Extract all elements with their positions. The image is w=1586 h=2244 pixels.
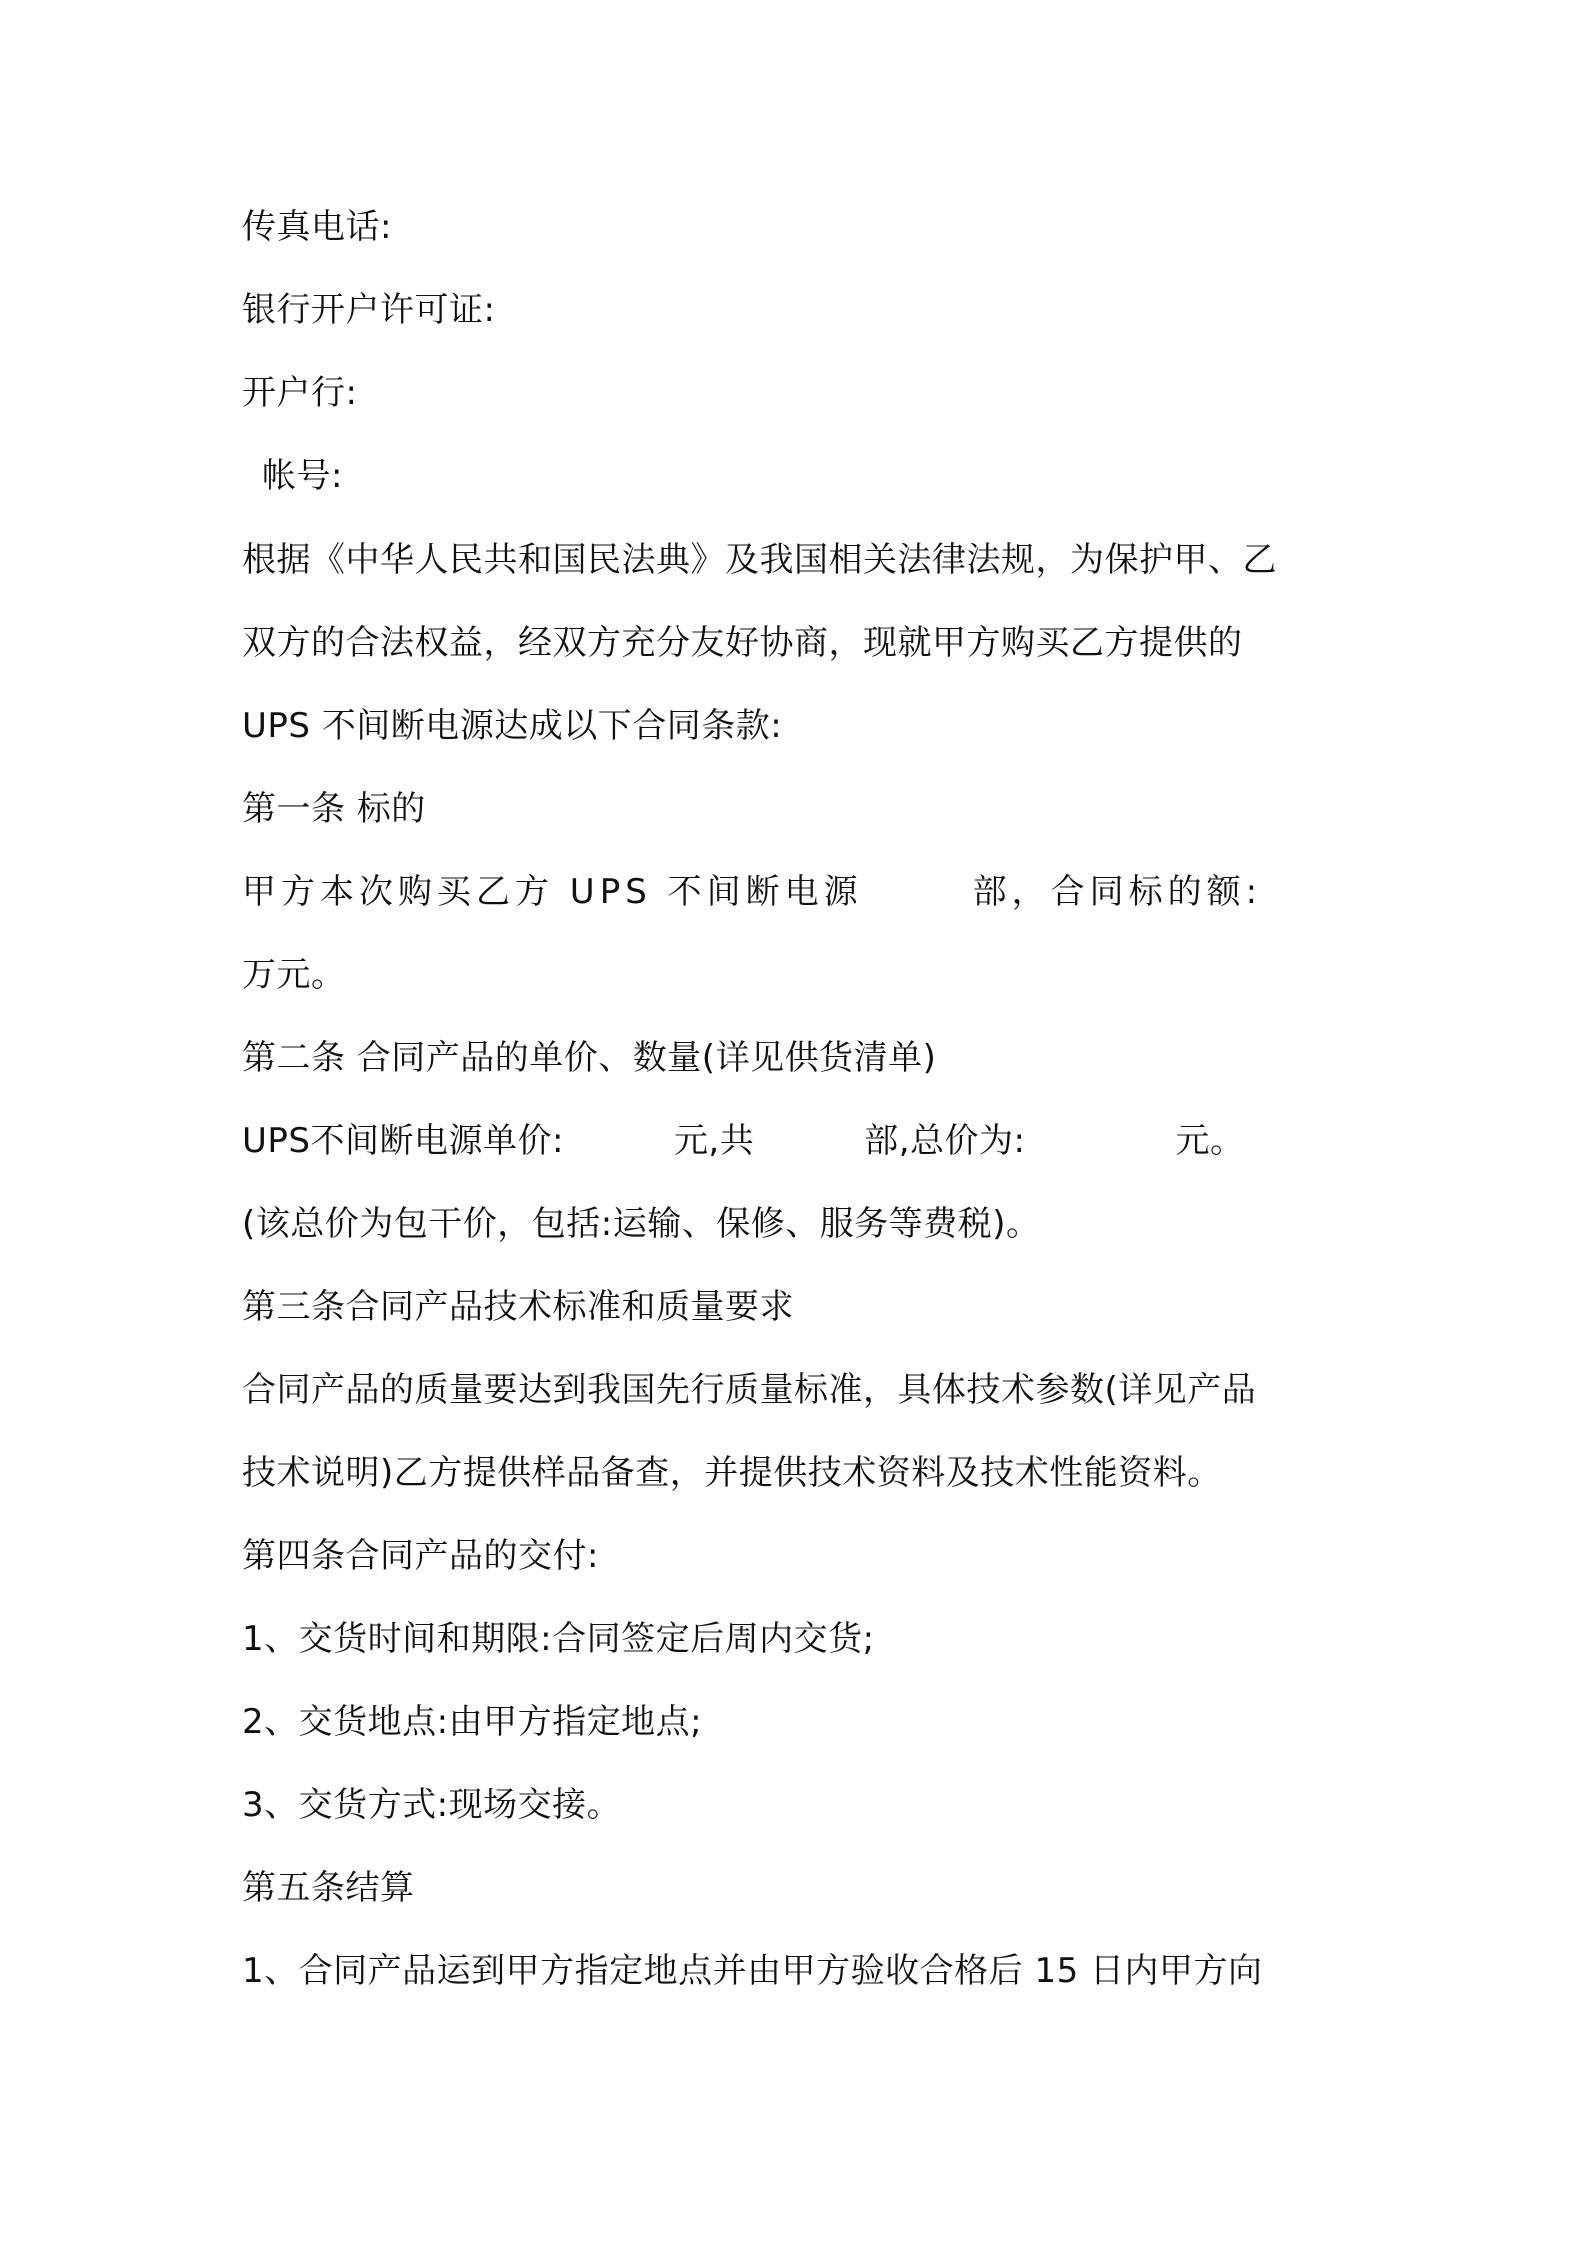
intro-line-2: 双方的合法权益，经双方充分友好协商，现就甲方购买乙方提供的 — [242, 623, 1243, 663]
article-3-line-2: 技术说明)乙方提供样品备查，并提供技术资料及技术性能资料。 — [242, 1453, 1222, 1493]
article-1-text-b: 部，合同标的额: — [972, 872, 1263, 912]
intro-line-3: UPS 不间断电源达成以下合同条款: — [242, 706, 783, 746]
unit-yuan-label: 元,共 — [673, 1121, 755, 1161]
article-5-item-1: 1、合同产品运到甲方指定地点并由甲方验收合格后 15 日内甲方向 — [242, 1951, 1263, 1991]
article-4-item-2: 2、交货地点:由甲方指定地点; — [242, 1702, 703, 1742]
article-1-line-1 — [242, 872, 1262, 912]
article-1-title: 第一条 标的 — [242, 789, 426, 829]
article-3-line-1: 合同产品的质量要达到我国先行质量标准，具体技术参数(详见产品 — [242, 1370, 1257, 1410]
end-yuan-label: 元。 — [1175, 1121, 1245, 1161]
fax-label: 传真电话: — [242, 207, 392, 247]
intro-line-1: 根据《中华人民共和国民法典》及我国相关法律法规，为保护甲、乙 — [242, 540, 1277, 580]
article-5-title: 第五条结算 — [242, 1868, 415, 1908]
unit-bu-label: 部,总价为: — [864, 1121, 1026, 1161]
article-4-title: 第四条合同产品的交付: — [242, 1536, 599, 1576]
article-2-note: (该总价为包干价，包括:运输、保修、服务等费税)。 — [242, 1204, 1041, 1244]
article-4-item-1: 1、交货时间和期限:合同签定后周内交货; — [242, 1619, 875, 1659]
account-label: 帐号: — [262, 456, 343, 496]
article-4-item-3: 3、交货方式:现场交接。 — [242, 1785, 622, 1825]
article-1-line-2: 万元。 — [242, 955, 346, 995]
bank-license-label: 银行开户许可证: — [242, 290, 496, 330]
article-1-text-a: 甲方本次购买乙方 UPS 不间断电源 — [242, 872, 863, 912]
article-3-title: 第三条合同产品技术标准和质量要求 — [242, 1287, 794, 1327]
price-label: UPS不间断电源单价: — [242, 1121, 564, 1161]
article-2-title: 第二条 合同产品的单价、数量(详见供货清单) — [242, 1038, 937, 1078]
article-2-price-line — [242, 1121, 1245, 1161]
bank-label: 开户行: — [242, 373, 358, 413]
